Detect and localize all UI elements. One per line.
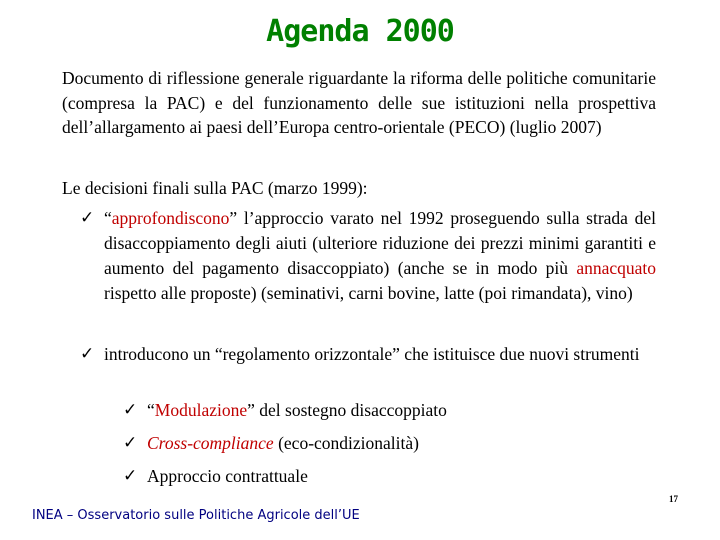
sub-text: ” del sostegno disaccoppiato	[247, 400, 447, 420]
check-icon: ✓	[123, 466, 138, 486]
keyword-approfondiscono: approfondiscono	[111, 208, 230, 228]
bullet-text-a: ” l’approccio varato nel 1992 proseguendo sulla strada del disaccoppiamento degli aiuti (ulteriore riduzione dei prezzi minimi garantiti e aumento del pagamento disaccoppiato) (anche se in modo più	[104, 208, 656, 278]
page-number: 17	[669, 494, 678, 504]
check-icon: ✓	[123, 400, 138, 420]
sub-text: (eco-condizionalità)	[273, 433, 419, 453]
check-icon: ✓	[80, 208, 95, 228]
sub-bullet-approccio: Approccio contrattuale	[147, 466, 308, 486]
check-icon: ✓	[80, 344, 95, 364]
bullet-approfondiscono	[104, 206, 656, 306]
keyword-annacquato: annacquato	[576, 258, 656, 278]
footer-text: INEA – Osservatorio sulle Politiche Agricole dell’UE	[32, 508, 360, 523]
open-quote: “	[104, 208, 112, 228]
keyword-modulazione: Modulazione	[154, 400, 248, 420]
slide-title: Agenda 2000	[266, 14, 454, 49]
sub-bullet-cross-compliance	[147, 431, 419, 456]
open-quote: “	[147, 400, 155, 420]
decisions-paragraph: Le decisioni finali sulla PAC (marzo 1999):	[62, 178, 368, 198]
keyword-cross-compliance: Cross-compliance	[147, 433, 274, 453]
bullet-regolamento: introducono un “regolamento orizzontale” che istituisce due nuovi strumenti	[104, 344, 640, 364]
sub-bullet-modulazione	[147, 398, 447, 423]
bullet-text-b: rispetto alle proposte) (seminativi, carni bovine, latte (poi rimandata), vino)	[104, 283, 633, 303]
check-icon: ✓	[123, 433, 138, 453]
intro-paragraph: Documento di riflessione generale riguardante la riforma delle politiche comunitarie (compresa la PAC) e del funzionamento delle sue istituzioni nella prospettiva dell’allargamento ai paesi dell’Europa centro-orientale (PECO) (luglio 2007)	[62, 68, 656, 137]
